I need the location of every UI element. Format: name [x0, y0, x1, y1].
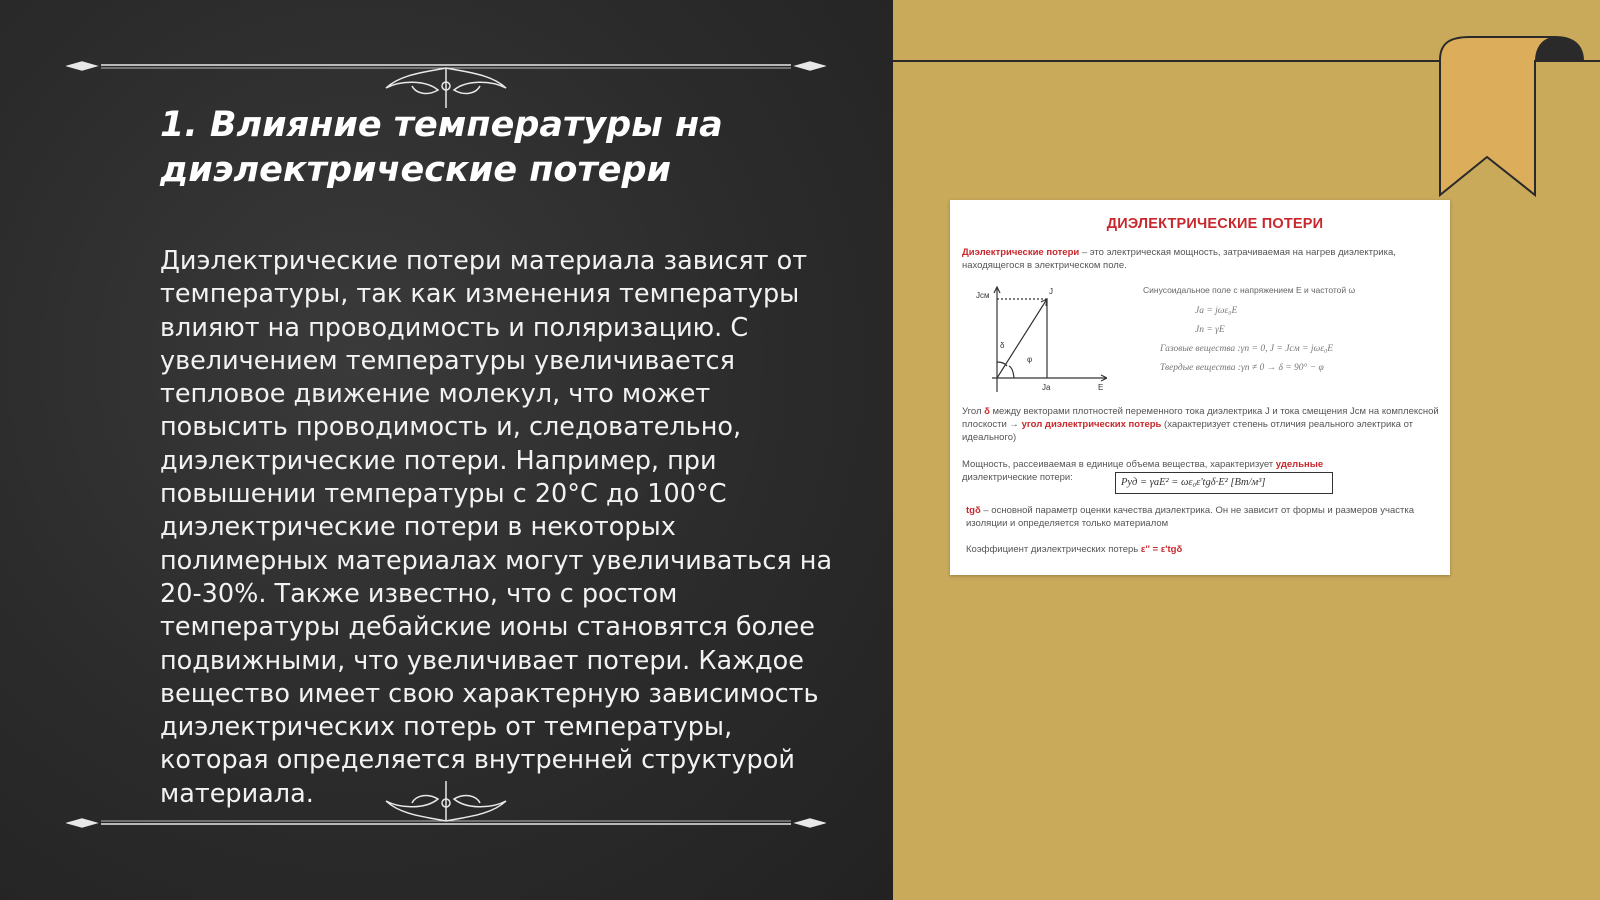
tg-term: tgδ	[966, 505, 981, 516]
definition-text	[962, 246, 1442, 272]
top-ornament-divider	[66, 50, 826, 110]
diagram-label-e: E	[1098, 383, 1104, 392]
diagram-label-delta: δ	[1000, 341, 1005, 350]
diagram-label-ja: Jа	[1042, 383, 1051, 392]
bookmark-ribbon-icon	[1435, 35, 1585, 200]
loss-angle-text	[962, 405, 1442, 444]
tg-body: – основной параметр оценки качества диэлектрика. Он не зависит от формы и размеров участка изоляции и определяется только материалом	[966, 505, 1414, 529]
sinusoidal-field-note: Синусоидальное поле с напряжением E и частотой ω	[1143, 285, 1356, 295]
formula-solid: Твердые вещества :γп ≠ 0 → δ = 90° − φ	[1160, 363, 1324, 373]
definition-body: – это электрическая мощность, затрачиваемая на нагрев диэлектрика, находящегося в электрическом поле.	[962, 247, 1396, 271]
image-title: ДИЭЛЕКТРИЧЕСКИЕ ПОТЕРИ	[1106, 216, 1324, 232]
coef-text: Коэффициент диэлектрических потерь	[966, 544, 1141, 555]
vector-diagram	[962, 282, 1107, 397]
diagram-label-j: J	[1049, 287, 1053, 296]
angle-text-3: (характеризует степень отличия реального электрика от идеального)	[962, 419, 1414, 443]
bottom-ornament-divider	[66, 775, 826, 835]
diagram-label-jcm: Jсм	[976, 291, 990, 300]
formula-ja: Jа = jωε₀E	[1195, 306, 1238, 316]
definition-term: Диэлектрические потери	[962, 247, 1080, 258]
loss-coefficient-text	[966, 544, 1446, 555]
power-term: удельные	[1275, 459, 1324, 470]
formula-gas: Газовые вещества :γп = 0, J = Jсм = jωε₀E	[1160, 344, 1334, 354]
diagram-label-phi: φ	[1027, 355, 1033, 364]
dielectric-losses-image	[950, 200, 1450, 575]
power-text: Мощность, рассеиваемая в единице объема вещества, характеризует	[962, 459, 1276, 470]
angle-text-2: между векторами плотностей переменного тока диэлектрика J и тока смещения Jсм на комплексной плоскости →	[962, 406, 1439, 430]
slide-body-text: Диэлектрические потери материала зависят от температуры, так как изменения температуры влияют на проводимость и поляризацию. С увеличением температуры увеличивается тепловое движение молекул, что может повысить проводимость и, следовательно, диэлектрические потери. Например, при повышении температуры с 20°C до 100°C диэлектрические потери в некоторых полимерных материалах могут увеличиваться на 20-30%. Также известно, что с ростом температуры дебайские ионы становятся более подвижными, что увеличивает потери. Каждое вещество имеет свою характерную зависимость диэлектрических потерь от температуры, которая определяется внутренней структурой материала.	[160, 246, 833, 809]
coef-formula: ε'' = ε'tgδ	[1140, 544, 1183, 555]
angle-text-1: Угол	[962, 406, 985, 417]
angle-delta: δ	[984, 406, 990, 417]
angle-term: угол диэлектрических потерь	[1021, 419, 1162, 430]
formula-jp: Jп = γE	[1195, 325, 1225, 335]
slide-title: 1. Влияние температуры на диэлектрические потери	[160, 105, 723, 190]
power-text-2: диэлектрические потери:	[962, 472, 1073, 483]
tg-delta-text	[966, 504, 1446, 530]
power-formula-box: Pуд = γаE² = ωε₀ε'tgδ·E² [Вт/м³]	[1115, 472, 1333, 494]
